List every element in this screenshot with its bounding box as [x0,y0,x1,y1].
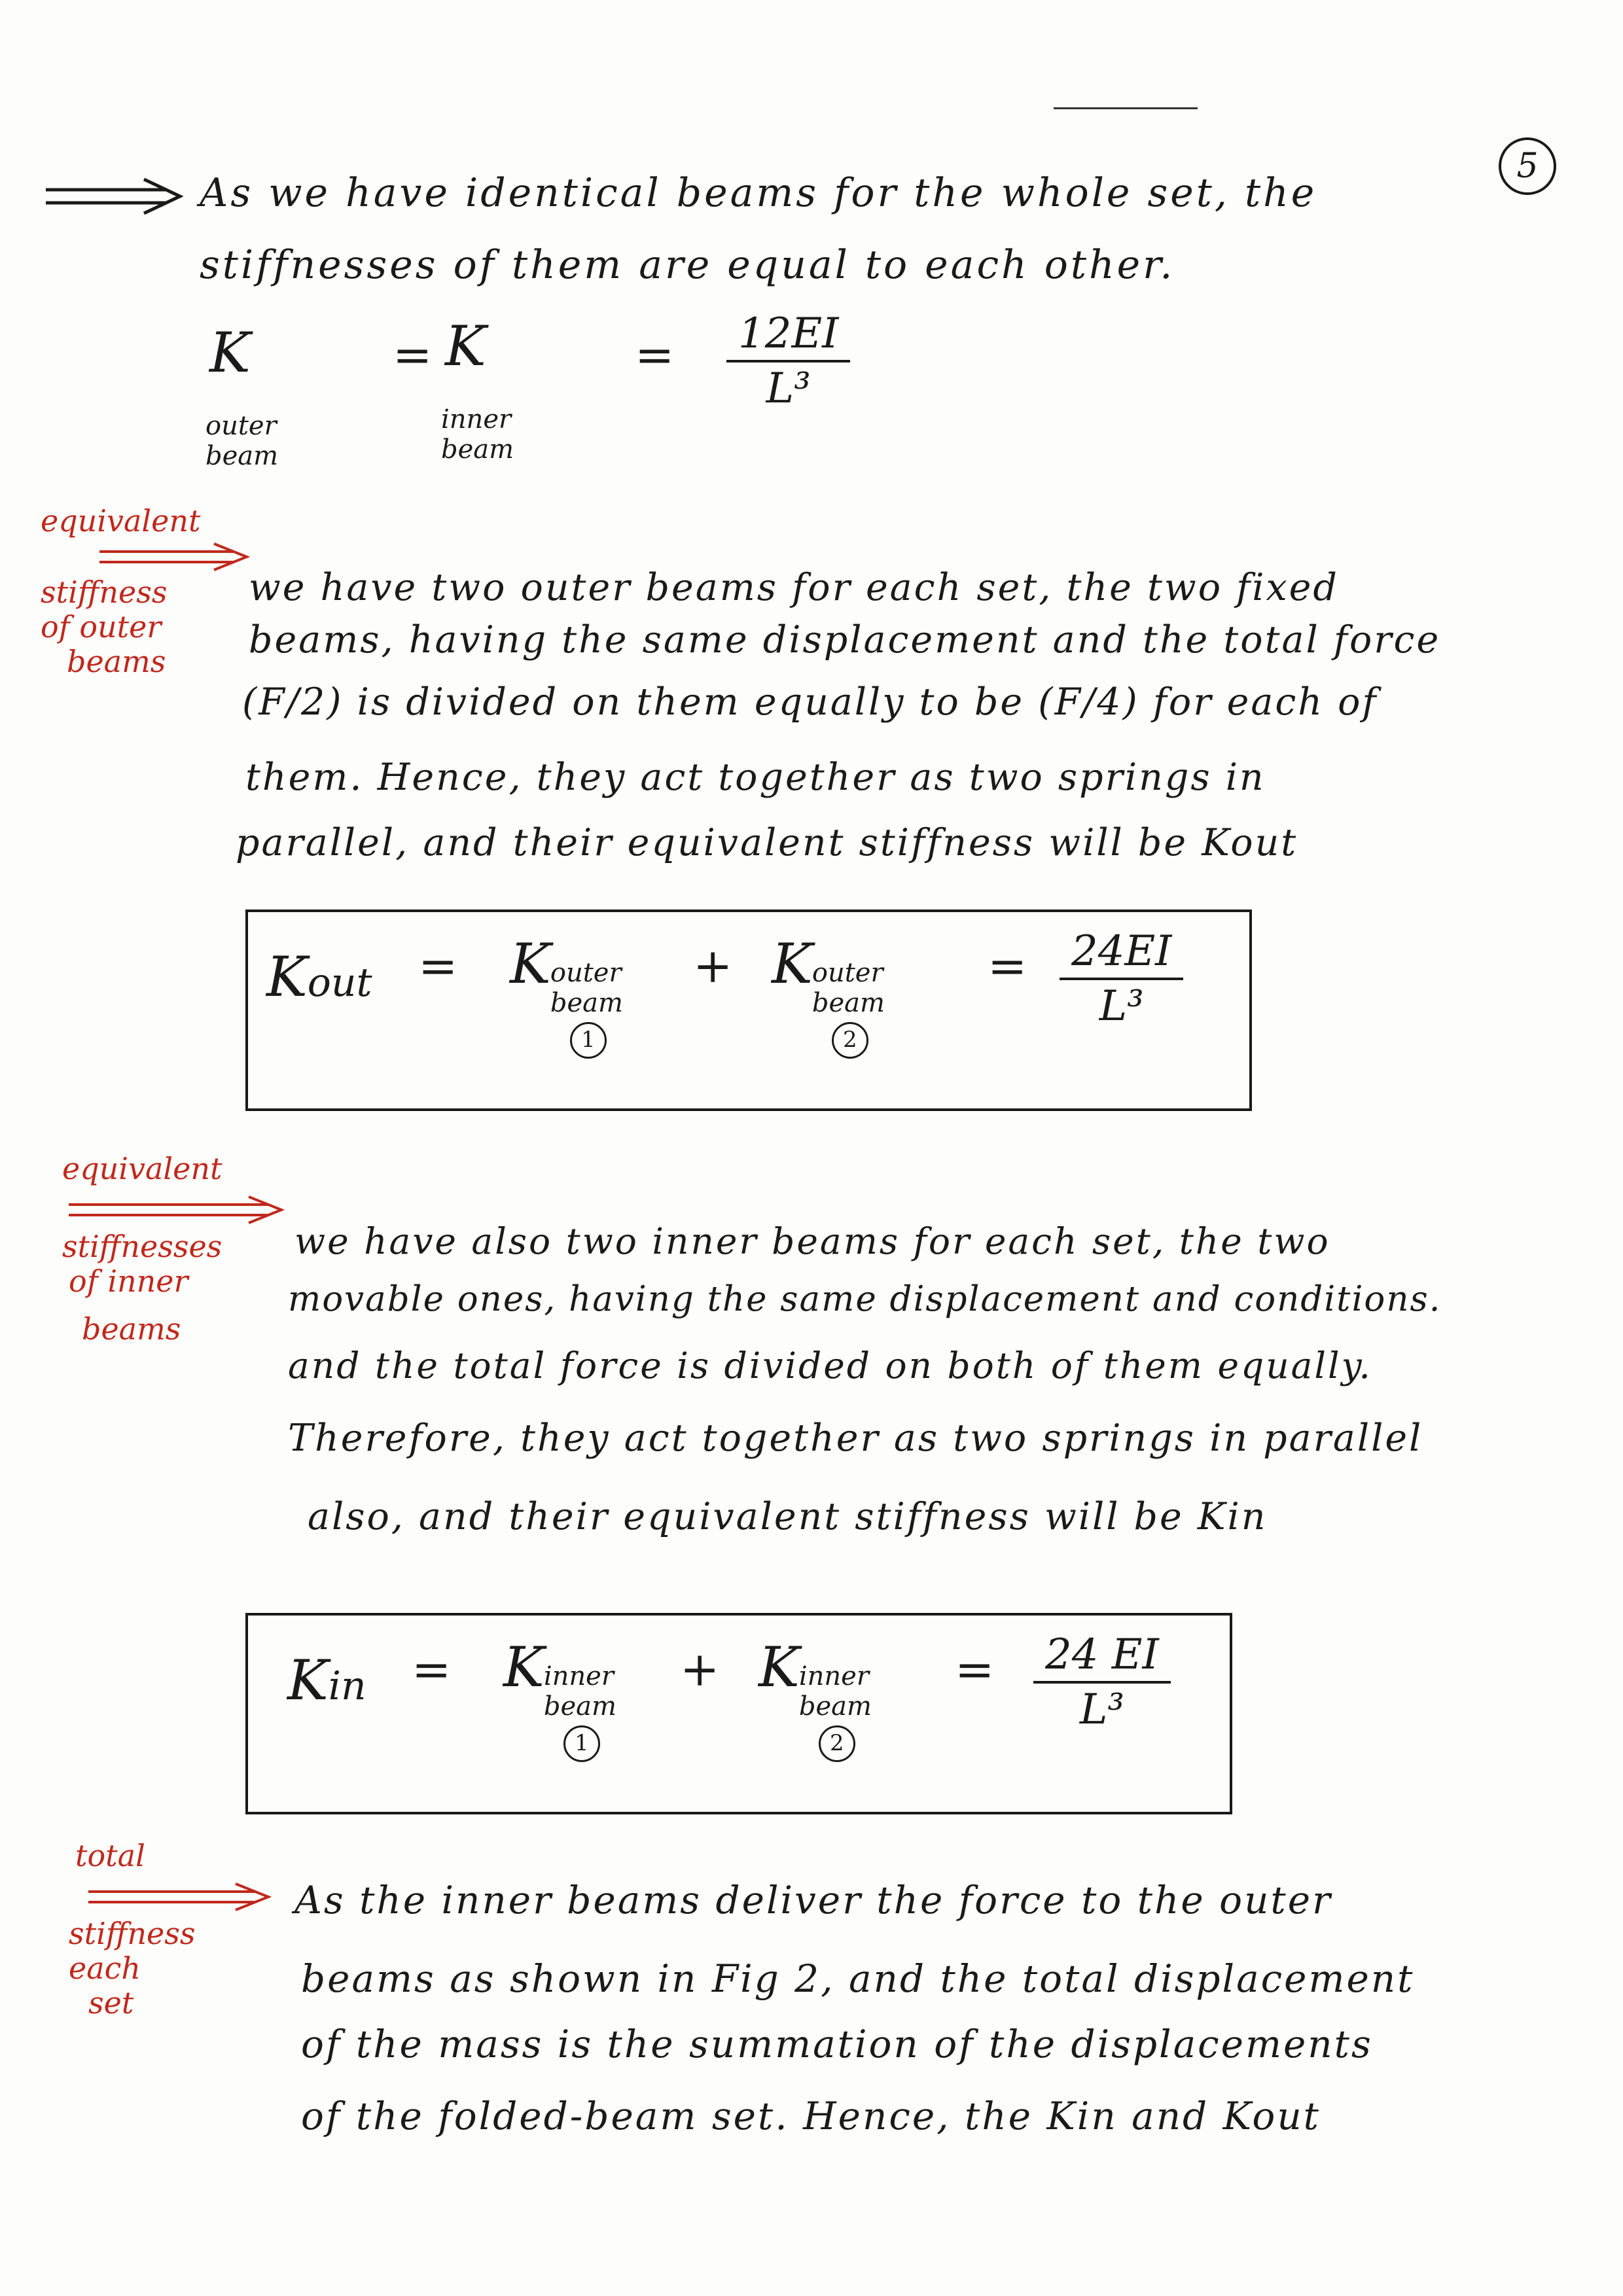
top-rule [1054,107,1198,109]
side-label-word: beams [82,1311,181,1347]
fraction-12ei-l3 [726,308,850,415]
k-outer-subscript2: beam [205,441,279,471]
side-label-word: total [75,1838,145,1873]
section1-line2: stiffnesses of them are equal to each other. [200,242,1175,288]
side-label-word: of outer [41,609,162,645]
term2-subscript: outer [812,958,883,988]
side-label-inner [62,1152,285,1347]
section2-line1: we have two outer beams for each set, the two fixed [249,566,1339,609]
section2-line4: them. Hence, they act together as two springs in [245,756,1266,799]
fraction-numerator: 24 EI [1033,1629,1171,1684]
plus-sign: + [680,1642,720,1697]
kin-subscript: in [328,1663,366,1709]
fraction-denominator: L³ [1079,1686,1124,1734]
circled-number: 2 [832,1022,868,1059]
equals-sign: = [393,327,433,382]
equals-sign: = [955,1642,995,1697]
section2-line3: (F/2) is divided on them equally to be (F/4) for each of [242,680,1378,724]
k-inner-subscript2: beam [441,434,514,465]
k-inner-term2-symbol: K [758,1635,800,1699]
side-label-word: stiffness [41,574,168,610]
fraction-24ei-l3 [1033,1629,1171,1736]
section2-line2: beams, having the same displacement and the total force [249,618,1441,662]
side-label-word: set [88,1985,134,2021]
equation-box-kout [245,910,1252,1111]
side-label-word: stiffnesses [62,1228,223,1264]
side-label-word: beams [67,643,166,679]
term1-subscript2: beam [543,1691,616,1722]
side-label-word: stiffness [69,1915,196,1951]
section4-line4: of the folded-beam set. Hence, the Kin and Kout [301,2094,1321,2138]
section1-line1: As we have identical beams for the whole set, the [200,170,1317,216]
k-outer-symbol: K [209,321,251,385]
section4-line1: As the inner beams deliver the force to the outer [294,1878,1332,1922]
equals-sign: = [635,327,675,382]
term2-subscript2: beam [798,1691,872,1722]
side-label-word: of inner [69,1263,188,1299]
term1-subscript: outer [550,958,622,988]
kout-symbol: K [266,945,308,1009]
fraction-24ei-l3 [1060,925,1183,1033]
section3-line5: also, and their equivalent stiffness will be Kin [308,1495,1268,1538]
circled-number: 2 [819,1725,855,1762]
k-inner-term1-symbol: K [503,1635,544,1699]
section3-line4: Therefore, they act together as two springs in parallel [288,1417,1423,1460]
k-outer-subscript: outer [205,411,277,441]
fraction-denominator: L³ [1099,982,1144,1031]
side-label-word: equivalent [41,503,201,539]
kin-symbol: K [287,1648,329,1712]
fraction-numerator: 24EI [1060,925,1183,980]
red-arrow [69,1195,285,1226]
term2-subscript: inner [798,1661,869,1691]
fraction-denominator: L³ [766,364,811,413]
page-number-text: 5 [1516,147,1539,186]
term1-subscript2: beam [550,988,623,1018]
plus-sign: + [693,938,733,993]
circled-number: 1 [570,1022,607,1059]
section4-line3: of the mass is the summation of the displacements [301,2022,1373,2066]
term1-subscript: inner [543,1661,614,1691]
section3-line3: and the total force is divided on both of them equally. [288,1345,1372,1386]
fraction-numerator: 12EI [726,308,850,362]
side-label-outer [41,504,237,679]
k-inner-symbol: K [445,314,486,378]
implies-arrow [46,177,183,216]
kout-subscript: out [307,960,372,1006]
red-arrow [99,542,237,573]
equals-sign: = [412,1642,452,1697]
k-inner-subscript: inner [441,404,512,434]
side-label-word: equivalent [62,1151,223,1186]
section3-line2: movable ones, having the same displacement and conditions. [288,1279,1442,1319]
side-label-word: each [69,1950,141,1986]
section3-line1: we have also two inner beams for each set, the two [294,1220,1330,1262]
section2-line5: parallel, and their equivalent stiffness will be Kout [236,821,1298,864]
page-number [1499,137,1556,195]
side-label-total [69,1839,285,2021]
section4-line2: beams as shown in Fig 2, and the total displacement [301,1956,1415,2001]
red-arrow [88,1882,285,1913]
term2-subscript2: beam [812,988,885,1018]
k-outer-term1-symbol: K [510,932,551,996]
equals-sign: = [988,938,1027,993]
equals-sign: = [418,938,458,993]
equation-box-kin [245,1613,1232,1814]
k-outer-term2-symbol: K [772,932,813,996]
circled-number: 1 [563,1725,600,1762]
